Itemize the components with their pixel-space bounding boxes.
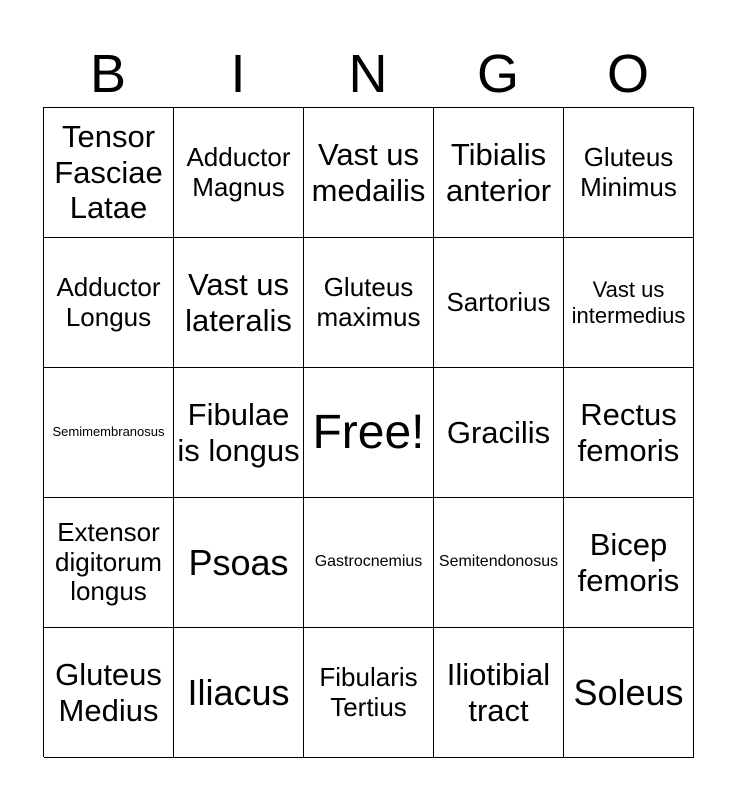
bingo-cell: Adductor Magnus — [174, 108, 304, 238]
bingo-cell: Vast us medailis — [304, 108, 434, 238]
bingo-header — [43, 40, 693, 108]
bingo-cell: Tibialis anterior — [434, 108, 564, 238]
bingo-cell: Psoas — [174, 498, 304, 628]
bingo-grid — [43, 107, 694, 757]
bingo-cell: Adductor Longus — [44, 238, 174, 368]
bingo-cell: Bicep femoris — [564, 498, 694, 628]
bingo-cell: Extensor digitorum longus — [44, 498, 174, 628]
bingo-cell: Fibulae is longus — [174, 368, 304, 498]
bingo-cell: Gastrocnemius — [304, 498, 434, 628]
bingo-cell: Iliacus — [174, 628, 304, 758]
bingo-cell: Semimembranosus — [44, 368, 174, 498]
bingo-cell: Soleus — [564, 628, 694, 758]
bingo-cell: Semitendonosus — [434, 498, 564, 628]
bingo-cell: Iliotibial tract — [434, 628, 564, 758]
header-letter-i: I — [230, 44, 246, 104]
bingo-cell: Gracilis — [434, 368, 564, 498]
bingo-cell: Rectus femoris — [564, 368, 694, 498]
header-letter-g: G — [476, 44, 519, 104]
bingo-cell: Gluteus Medius — [44, 628, 174, 758]
bingo-cell: Tensor Fasciae Latae — [44, 108, 174, 238]
header-letter-n: N — [348, 44, 388, 104]
bingo-cell: Vast us intermedius — [564, 238, 694, 368]
bingo-cell: Gluteus Minimus — [564, 108, 694, 238]
header-letter-o: O — [606, 44, 649, 104]
bingo-cell: Fibularis Tertius — [304, 628, 434, 758]
bingo-cell: Gluteus maximus — [304, 238, 434, 368]
header-letter-b: B — [89, 44, 127, 104]
free-space: Free! — [304, 368, 434, 498]
bingo-cell: Vast us lateralis — [174, 238, 304, 368]
bingo-cell: Sartorius — [434, 238, 564, 368]
